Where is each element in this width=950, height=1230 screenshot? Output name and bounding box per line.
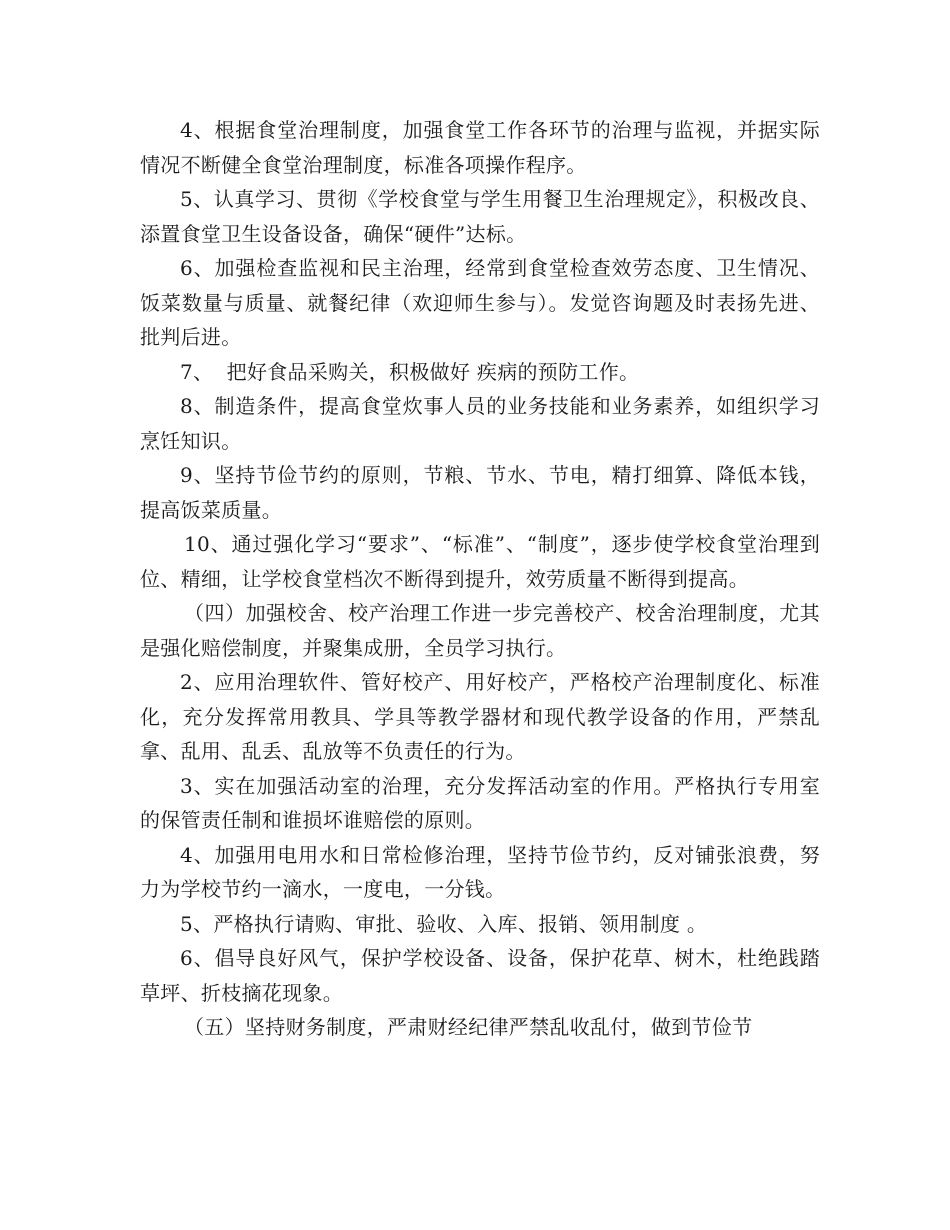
paragraph-strengthen-study: 10、通过强化学习“要求”、“标准”、“制度”，逐步使学校食堂治理到位、精细，让学校食堂档次不断得到提升，效劳质量不断得到提高。 [140, 532, 820, 591]
paragraph-staff-training: 8、制造条件，提高食堂炊事人员的业务技能和业务素养，如组织学习烹饪知识。 [140, 394, 820, 453]
paragraph-thrift-principle: 9、坚持节俭节约的原则，节粮、节水、节电，精打细算、降低本钱，提高饭菜质量。 [140, 463, 820, 522]
paragraph-food-procurement: 7、 把好食品采购关，积极做好 疾病的预防工作。 [180, 359, 640, 384]
paragraph-section-four-heading: （四）加强校舍、校产治理工作进一步完善校产、校舍治理制度，尤其是强化赔偿制度，并聚集成册，全员学习执行。 [140, 601, 820, 660]
paragraph-good-conduct: 6、倡导良好风气，保护学校设备、设备，保护花草、树木，杜绝践踏草坪、折枝摘花现象。 [140, 946, 820, 1005]
paragraph-activity-room: 3、实在加强活动室的治理，充分发挥活动室的作用。严格执行专用室的保管责任制和谁损坏谁赔偿的原则。 [140, 773, 820, 832]
paragraph-canteen-management: 4、根据食堂治理制度，加强食堂工作各环节的治理与监视，并据实际情况不断健全食堂治理制度，标准各项操作程序。 [140, 118, 820, 177]
paragraph-inspection-supervision: 6、加强检查监视和民主治理，经常到食堂检查效劳态度、卫生情况、饭菜数量与质量、就餐纪律（欢迎师生参与）。发觉咨询题及时表扬先进、批判后进。 [140, 256, 820, 349]
paragraph-utilities-maintenance: 4、加强用电用水和日常检修治理，坚持节俭节约，反对铺张浪费，努力为学校节约一滴水，一度电，一分钱。 [140, 842, 820, 901]
paragraph-hygiene-regulations: 5、认真学习、贯彻《学校食堂与学生用餐卫生治理规定》，积极改良、添置食堂卫生设备设备，确保“硬件”达标。 [140, 187, 820, 246]
paragraph-asset-software: 2、应用治理软件、管好校产、用好校产，严格校产治理制度化、标准化，充分发挥常用教具、学具等教学器材和现代教学设备的作用，严禁乱拿、乱用、乱丢、乱放等不负责任的行为。 [140, 670, 820, 763]
paragraph-purchase-procedure: 5、严格执行请购、审批、验收、入库、报销、领用制度 。 [180, 911, 708, 936]
document-body [140, 113, 820, 1045]
paragraph-section-five-heading: （五）坚持财务制度，严肃财经纪律严禁乱收乱付，做到节俭节 [184, 1015, 753, 1039]
